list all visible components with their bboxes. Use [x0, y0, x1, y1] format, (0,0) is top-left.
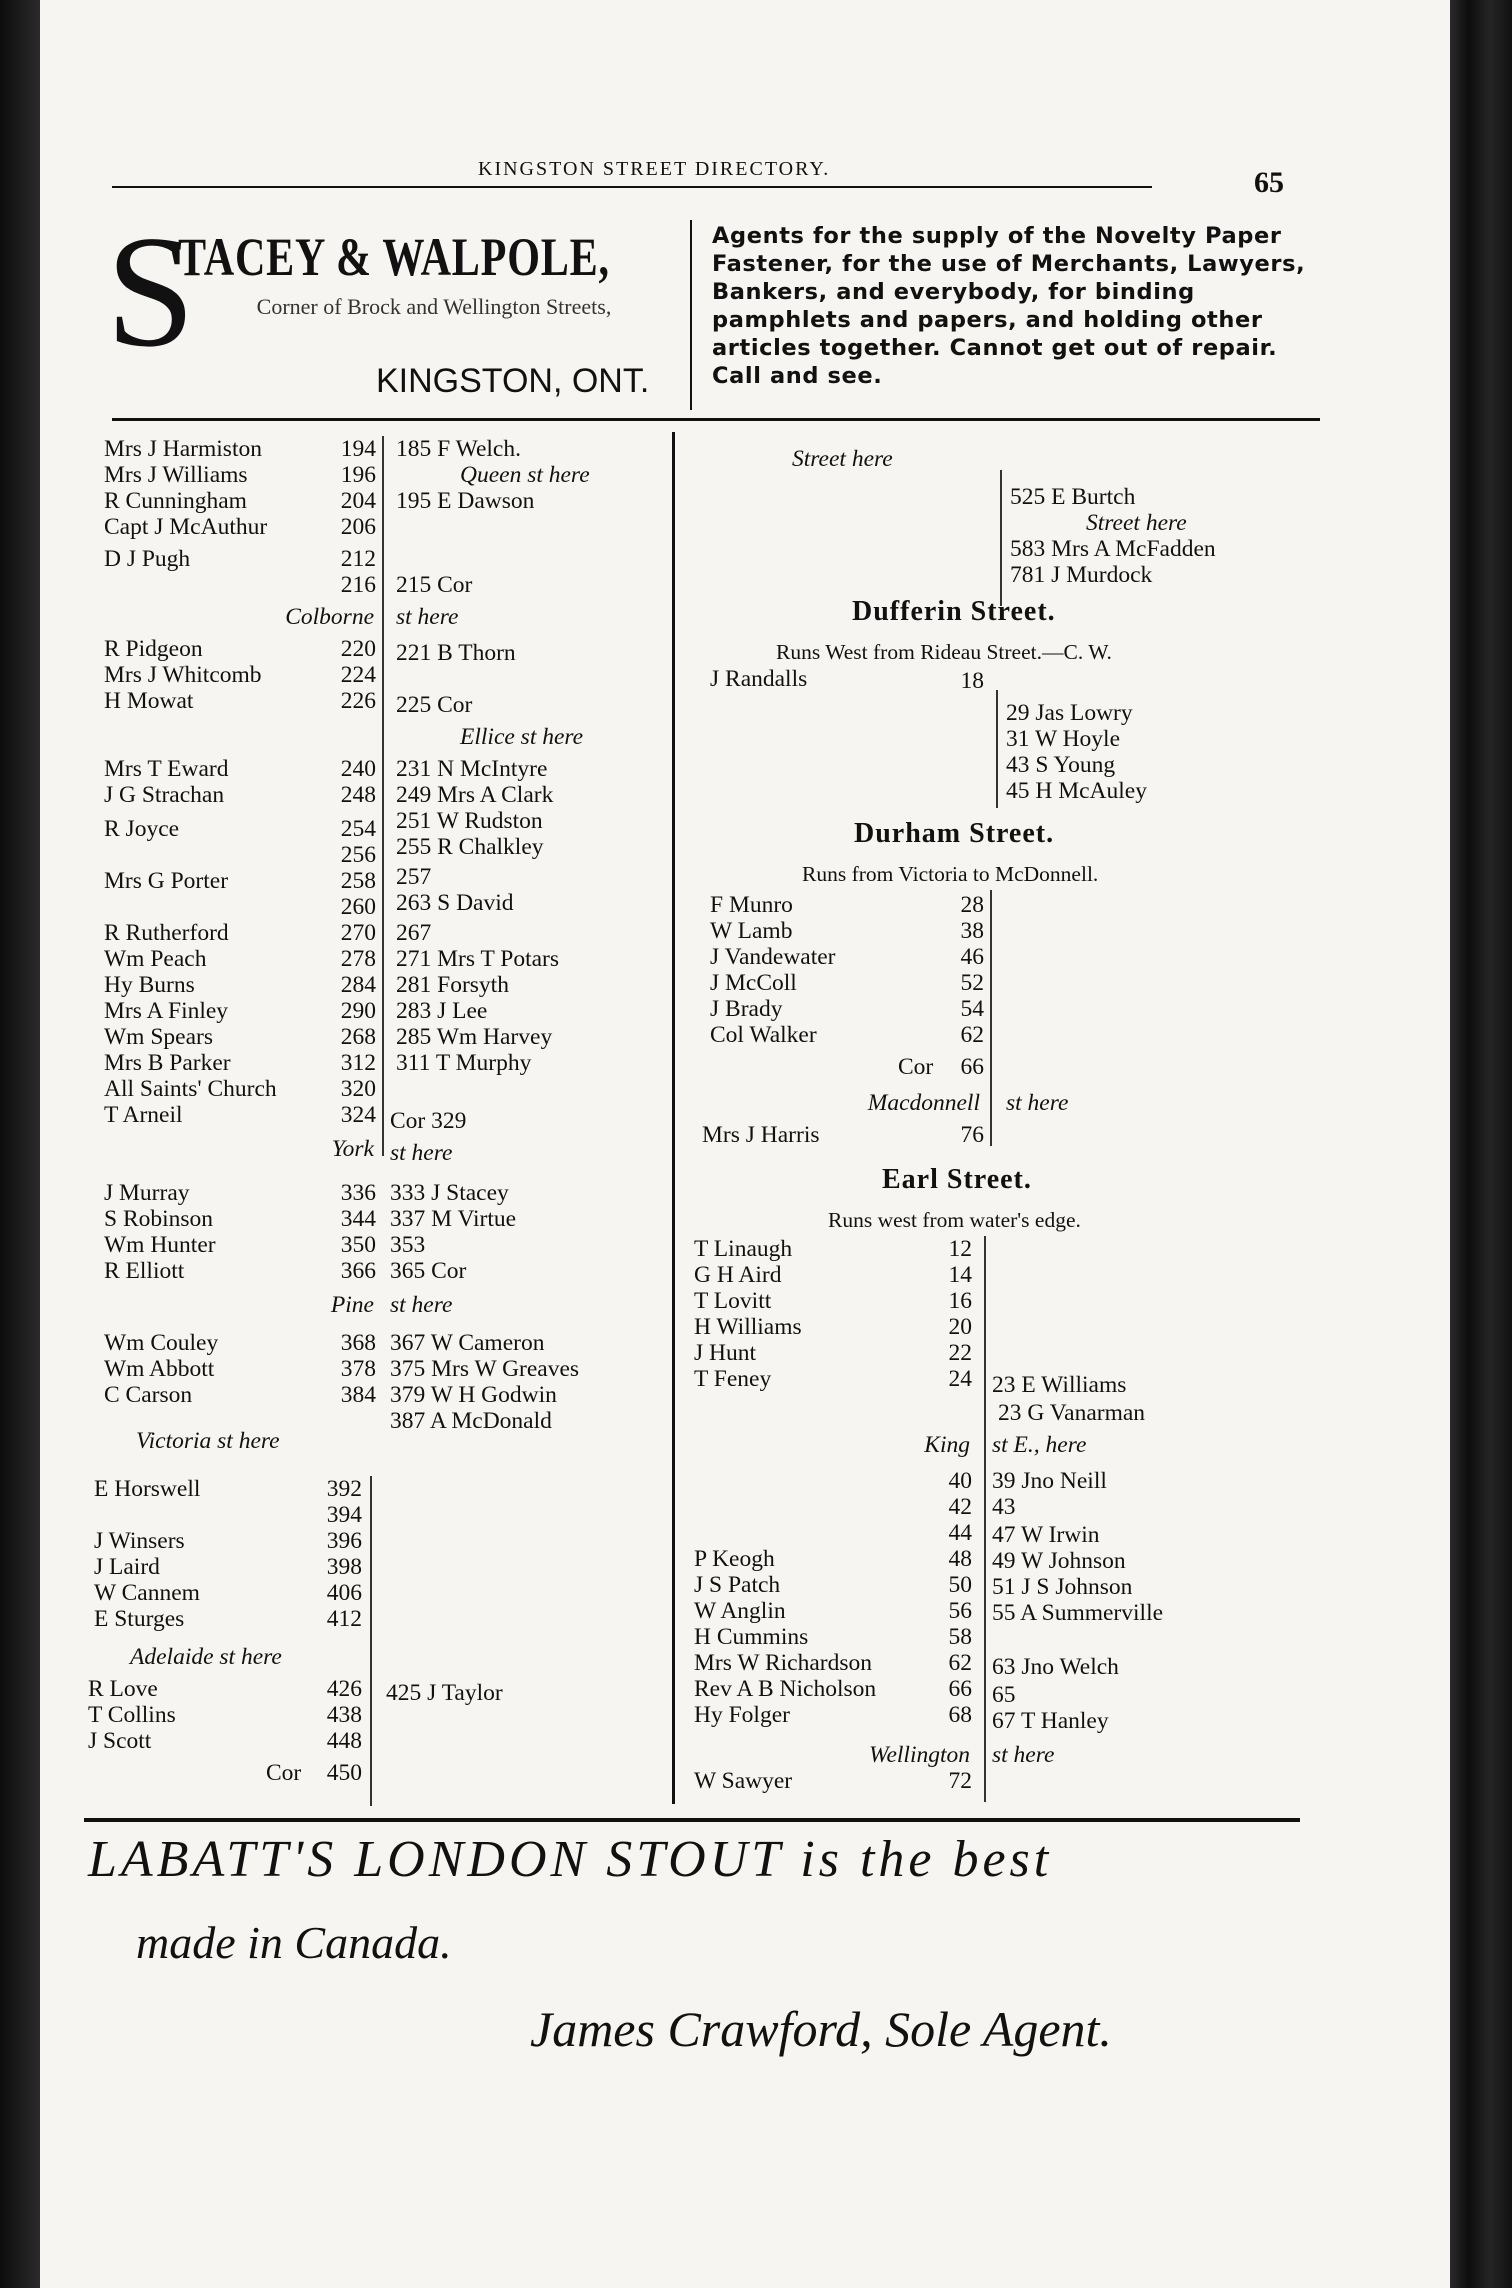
- house-number: 220: [340, 636, 376, 662]
- cross-street-label: st here: [390, 1292, 453, 1318]
- directory-entry-name: R Pidgeon: [104, 636, 203, 662]
- house-number: 324: [340, 1102, 376, 1128]
- house-number: 18: [960, 668, 984, 694]
- house-number: 396: [326, 1528, 362, 1554]
- street-heading-durham: Durham Street.: [854, 818, 1055, 849]
- directory-entry-name: P Keogh: [694, 1546, 775, 1572]
- cross-street-label: Adelaide st here: [130, 1644, 282, 1670]
- directory-entry-name: Wm Abbott: [104, 1356, 215, 1382]
- house-number: 50: [948, 1572, 972, 1598]
- directory-entry: 55 A Summerville: [992, 1600, 1164, 1626]
- cross-street-label: Victoria st here: [136, 1428, 280, 1454]
- directory-entry: Street here: [1086, 510, 1187, 536]
- directory-entry-name: Hy Folger: [694, 1702, 790, 1728]
- house-number: 260: [340, 894, 376, 920]
- directory-entry-name: Rev A B Nicholson: [694, 1676, 877, 1702]
- directory-entry-name: W Sawyer: [694, 1768, 793, 1794]
- directory-entry: 43 S Young: [1006, 752, 1116, 778]
- house-number: 368: [340, 1330, 376, 1356]
- directory-entry-name: Cor: [266, 1760, 302, 1786]
- directory-entry-name: H Cummins: [694, 1624, 809, 1650]
- house-number: 320: [340, 1076, 376, 1102]
- directory-entry: 225 Cor: [396, 692, 473, 718]
- directory-entry-name: Mrs A Finley: [104, 998, 229, 1024]
- directory-entry: 283 J Lee: [396, 998, 488, 1024]
- cross-street-label: st E., here: [992, 1432, 1087, 1458]
- directory-entry: 39 Jno Neill: [992, 1468, 1107, 1494]
- ad-divider: [690, 220, 692, 410]
- number-column-rule: [984, 1236, 986, 1802]
- directory-entry-name: J Murray: [104, 1180, 190, 1206]
- ad-initial-letter: S: [106, 202, 195, 380]
- house-number: 392: [326, 1476, 362, 1502]
- house-number: 58: [948, 1624, 972, 1650]
- house-number: 22: [948, 1340, 972, 1366]
- ad-labatt-line1: LABATT'S LONDON STOUT is the best: [88, 1831, 1053, 1888]
- house-number: 398: [326, 1554, 362, 1580]
- house-number: 366: [340, 1258, 376, 1284]
- directory-entry-name: H Williams: [694, 1314, 802, 1340]
- ad-city: KINGSTON, ONT.: [376, 362, 650, 400]
- directory-entry: 249 Mrs A Clark: [396, 782, 554, 808]
- cross-street-label: York: [331, 1136, 374, 1162]
- directory-entry-name: C Carson: [104, 1382, 193, 1408]
- house-number: 212: [340, 546, 376, 572]
- directory-entry-name: Mrs J Whitcomb: [104, 662, 262, 688]
- house-number: 270: [340, 920, 376, 946]
- page-number: 65: [1254, 166, 1284, 199]
- directory-entry-name: Wm Peach: [104, 946, 207, 972]
- house-number: 40: [948, 1468, 972, 1494]
- directory-entry: 23 G Vanarman: [998, 1400, 1146, 1426]
- cross-street-label: st here: [396, 604, 459, 630]
- directory-entry-name: T Lovitt: [694, 1288, 772, 1314]
- house-number: 226: [340, 688, 376, 714]
- directory-page: [40, 0, 1450, 2288]
- directory-entry-name: D J Pugh: [104, 546, 191, 572]
- directory-entry-name: Wm Spears: [104, 1024, 213, 1050]
- directory-entry: 49 W Johnson: [992, 1548, 1126, 1574]
- ad-agents-text: Agents for the supply of the Novelty Paper Fastener, for the use of Merchants, Lawyers, Bankers, and everybody, for binding pamphlets and papers, and holding other articles together. Cannot get out of repair. Call and see.: [712, 223, 1306, 389]
- header-rule: [112, 186, 1152, 188]
- street-subheading: Runs West from Rideau Street.—C. W.: [776, 640, 1112, 664]
- directory-entry: 221 B Thorn: [396, 640, 516, 666]
- house-number: 20: [948, 1314, 972, 1340]
- house-number: 412: [326, 1606, 362, 1632]
- number-column-rule: [996, 690, 998, 808]
- directory-entry: 525 E Burtch: [1010, 484, 1136, 510]
- directory-entry-name: T Collins: [88, 1702, 176, 1728]
- directory-entry-name: Mrs J Williams: [104, 462, 248, 488]
- directory-entry: 251 W Rudston: [396, 808, 543, 834]
- house-number: 42: [948, 1494, 972, 1520]
- directory-entry: 271 Mrs T Potars: [396, 946, 559, 972]
- house-number: 406: [326, 1580, 362, 1606]
- house-number: 448: [326, 1728, 362, 1754]
- cross-street-label: st here: [1006, 1090, 1069, 1116]
- directory-entry-name: Mrs W Richardson: [694, 1650, 872, 1676]
- directory-entry-name: R Cunningham: [104, 488, 247, 514]
- left-scan-edge: [0, 0, 40, 2288]
- cross-street-label: st here: [390, 1140, 453, 1166]
- house-number: 62: [948, 1650, 972, 1676]
- directory-entry-name: H Mowat: [104, 688, 194, 714]
- directory-entry: 255 R Chalkley: [396, 834, 544, 860]
- house-number: 216: [340, 572, 376, 598]
- directory-entry: 365 Cor: [390, 1258, 467, 1284]
- house-number: 204: [340, 488, 376, 514]
- directory-entry-name: Hy Burns: [104, 972, 195, 998]
- directory-entry-name: W Cannem: [94, 1580, 200, 1606]
- house-number: 278: [340, 946, 376, 972]
- directory-entry: 425 J Taylor: [386, 1680, 503, 1706]
- house-number: 284: [340, 972, 376, 998]
- house-number: 258: [340, 868, 376, 894]
- house-number: 206: [340, 514, 376, 540]
- street-heading-dufferin: Dufferin Street.: [852, 596, 1056, 627]
- number-column-rule: [382, 436, 384, 1156]
- directory-entry: 51 J S Johnson: [992, 1574, 1133, 1600]
- house-number: 384: [340, 1382, 376, 1408]
- directory-entry: 231 N McIntyre: [396, 756, 548, 782]
- house-number: 72: [948, 1768, 972, 1794]
- street-subheading: Runs from Victoria to McDonnell.: [802, 862, 1099, 886]
- ad-address: Corner of Brock and Wellington Streets,: [256, 294, 612, 319]
- directory-entry: 23 E Williams: [992, 1372, 1127, 1398]
- directory-entry: 45 H McAuley: [1006, 778, 1147, 804]
- cross-street-label: Ellice st here: [460, 724, 584, 750]
- directory-entry: 333 J Stacey: [390, 1180, 509, 1206]
- house-number: 52: [960, 970, 984, 996]
- house-number: 336: [340, 1180, 376, 1206]
- ad-bottom-rule: [112, 418, 1320, 421]
- house-number: 240: [340, 756, 376, 782]
- directory-entry-name: Col Walker: [710, 1022, 817, 1048]
- directory-entry: 379 W H Godwin: [390, 1382, 557, 1408]
- directory-entry-name: E Sturges: [94, 1606, 185, 1632]
- directory-entry: 337 M Virtue: [390, 1206, 517, 1232]
- directory-entry: 63 Jno Welch: [992, 1654, 1119, 1680]
- directory-entry: 195 E Dawson: [396, 488, 535, 514]
- directory-entry: 215 Cor: [396, 572, 473, 598]
- house-number: 248: [340, 782, 376, 808]
- directory-entry-name: J Brady: [710, 996, 783, 1022]
- house-number: 16: [948, 1288, 972, 1314]
- directory-entry-name: R Rutherford: [104, 920, 229, 946]
- cross-street-label: st here: [992, 1742, 1055, 1768]
- directory-entry: 353: [390, 1232, 426, 1258]
- cross-street-label: Wellington: [869, 1742, 970, 1768]
- directory-entry-name: T Arneil: [104, 1102, 183, 1128]
- directory-entry-name: Mrs B Parker: [104, 1050, 231, 1076]
- directory-entry-name: R Elliott: [104, 1258, 185, 1284]
- house-number: 312: [340, 1050, 376, 1076]
- directory-entry: 311 T Murphy: [396, 1050, 532, 1076]
- directory-entry-name: J S Patch: [694, 1572, 781, 1598]
- directory-entry-name: J Winsers: [94, 1528, 185, 1554]
- directory-entry: 267: [396, 920, 432, 946]
- directory-entry: 387 A McDonald: [390, 1408, 552, 1434]
- directory-entry-name: Wm Couley: [104, 1330, 219, 1356]
- directory-entry: 281 Forsyth: [396, 972, 509, 998]
- number-column-rule: [1000, 470, 1002, 606]
- directory-entry: 263 S David: [396, 890, 514, 916]
- house-number: 54: [960, 996, 984, 1022]
- house-number: 268: [340, 1024, 376, 1050]
- directory-entry-name: Capt J McAuthur: [104, 514, 268, 540]
- house-number: 76: [960, 1122, 984, 1148]
- directory-entry-name: J G Strachan: [104, 782, 225, 808]
- directory-entry-name: T Feney: [694, 1366, 772, 1392]
- directory-entry-name: J Laird: [94, 1554, 160, 1580]
- street-subheading: Runs west from water's edge.: [828, 1208, 1081, 1232]
- house-number: 62: [960, 1022, 984, 1048]
- directory-entry: 367 W Cameron: [390, 1330, 545, 1356]
- house-number: 66: [960, 1054, 984, 1080]
- house-number: 46: [960, 944, 984, 970]
- directory-entry-name: G H Aird: [694, 1262, 782, 1288]
- house-number: 28: [960, 892, 984, 918]
- directory-entry-name: Mrs J Harris: [702, 1122, 820, 1148]
- cross-street-label: Queen st here: [460, 462, 590, 488]
- directory-entry: 29 Jas Lowry: [1006, 700, 1133, 726]
- house-number: 290: [340, 998, 376, 1024]
- street-heading-earl: Earl Street.: [882, 1164, 1032, 1195]
- house-number: 438: [326, 1702, 362, 1728]
- ad-labatt-line2: made in Canada.: [136, 1917, 452, 1968]
- directory-entry-name: E Horswell: [94, 1476, 201, 1502]
- house-number: 426: [326, 1676, 362, 1702]
- cross-street-label: King: [924, 1432, 970, 1458]
- directory-entry-name: R Joyce: [104, 816, 180, 842]
- house-number: 44: [948, 1520, 972, 1546]
- directory-entry: 47 W Irwin: [992, 1522, 1100, 1548]
- house-number: 24: [948, 1366, 972, 1392]
- page-header-title: KINGSTON STREET DIRECTORY.: [478, 158, 831, 180]
- house-number: 378: [340, 1356, 376, 1382]
- cross-street-label: Pine: [330, 1292, 374, 1318]
- ad-labatt-line3: James Crawford, Sole Agent.: [530, 2001, 1112, 2057]
- directory-entry-name: W Lamb: [710, 918, 793, 944]
- directory-entry: 257: [396, 864, 432, 890]
- house-number: 48: [948, 1546, 972, 1572]
- house-number: 56: [948, 1598, 972, 1624]
- directory-entry-name: J Hunt: [694, 1340, 757, 1366]
- directory-entry-name: Mrs G Porter: [104, 868, 229, 894]
- directory-entry: 583 Mrs A McFadden: [1010, 536, 1216, 562]
- directory-entry-name: F Munro: [710, 892, 793, 918]
- directory-entry-name: All Saints' Church: [104, 1076, 277, 1102]
- directory-entry: 185 F Welch.: [396, 436, 521, 462]
- house-number: 38: [960, 918, 984, 944]
- directory-entry: 43: [992, 1494, 1016, 1520]
- house-number: 344: [340, 1206, 376, 1232]
- directory-entry-name: Mrs T Eward: [104, 756, 229, 782]
- house-number: 12: [948, 1236, 972, 1262]
- book-binding-edge: [1440, 0, 1512, 2288]
- directory-entry-name: S Robinson: [104, 1206, 214, 1232]
- directory-entry: 31 W Hoyle: [1006, 726, 1121, 752]
- house-number: 394: [326, 1502, 362, 1528]
- house-number: 66: [948, 1676, 972, 1702]
- directory-entry-name: Wm Hunter: [104, 1232, 216, 1258]
- bottom-ad-rule: [84, 1818, 1300, 1822]
- directory-entry-name: T Linaugh: [694, 1236, 793, 1262]
- house-number: 14: [948, 1262, 972, 1288]
- directory-entry: Cor 329: [390, 1108, 467, 1134]
- directory-entry-name: Cor: [898, 1054, 934, 1080]
- directory-entry: 65: [992, 1682, 1016, 1708]
- house-number: 196: [340, 462, 376, 488]
- house-number: 254: [340, 816, 376, 842]
- cross-street-label: Macdonnell: [867, 1090, 980, 1116]
- directory-entry-name: J McColl: [710, 970, 797, 996]
- house-number: 224: [340, 662, 376, 688]
- directory-entry-name: J Vandewater: [710, 944, 836, 970]
- directory-entry-name: J Scott: [88, 1728, 152, 1754]
- house-number: 256: [340, 842, 376, 868]
- cross-street-label: Street here: [792, 446, 893, 472]
- number-column-rule: [990, 890, 992, 1146]
- directory-entry: 781 J Murdock: [1010, 562, 1153, 588]
- house-number: 194: [340, 436, 376, 462]
- ad-firm-name: TACEY & WALPOLE,: [178, 227, 610, 287]
- house-number: 68: [948, 1702, 972, 1728]
- cross-street-label: Colborne: [285, 604, 374, 630]
- directory-entry: 285 Wm Harvey: [396, 1024, 553, 1050]
- directory-entry: 375 Mrs W Greaves: [390, 1356, 580, 1382]
- house-number: 450: [326, 1760, 362, 1786]
- directory-entry-name: W Anglin: [694, 1598, 786, 1624]
- house-number: 350: [340, 1232, 376, 1258]
- directory-entry: 67 T Hanley: [992, 1708, 1109, 1734]
- directory-entry-name: Mrs J Harmiston: [104, 436, 262, 462]
- directory-entry-name: R Love: [88, 1676, 158, 1702]
- directory-entry-name: J Randalls: [710, 666, 808, 692]
